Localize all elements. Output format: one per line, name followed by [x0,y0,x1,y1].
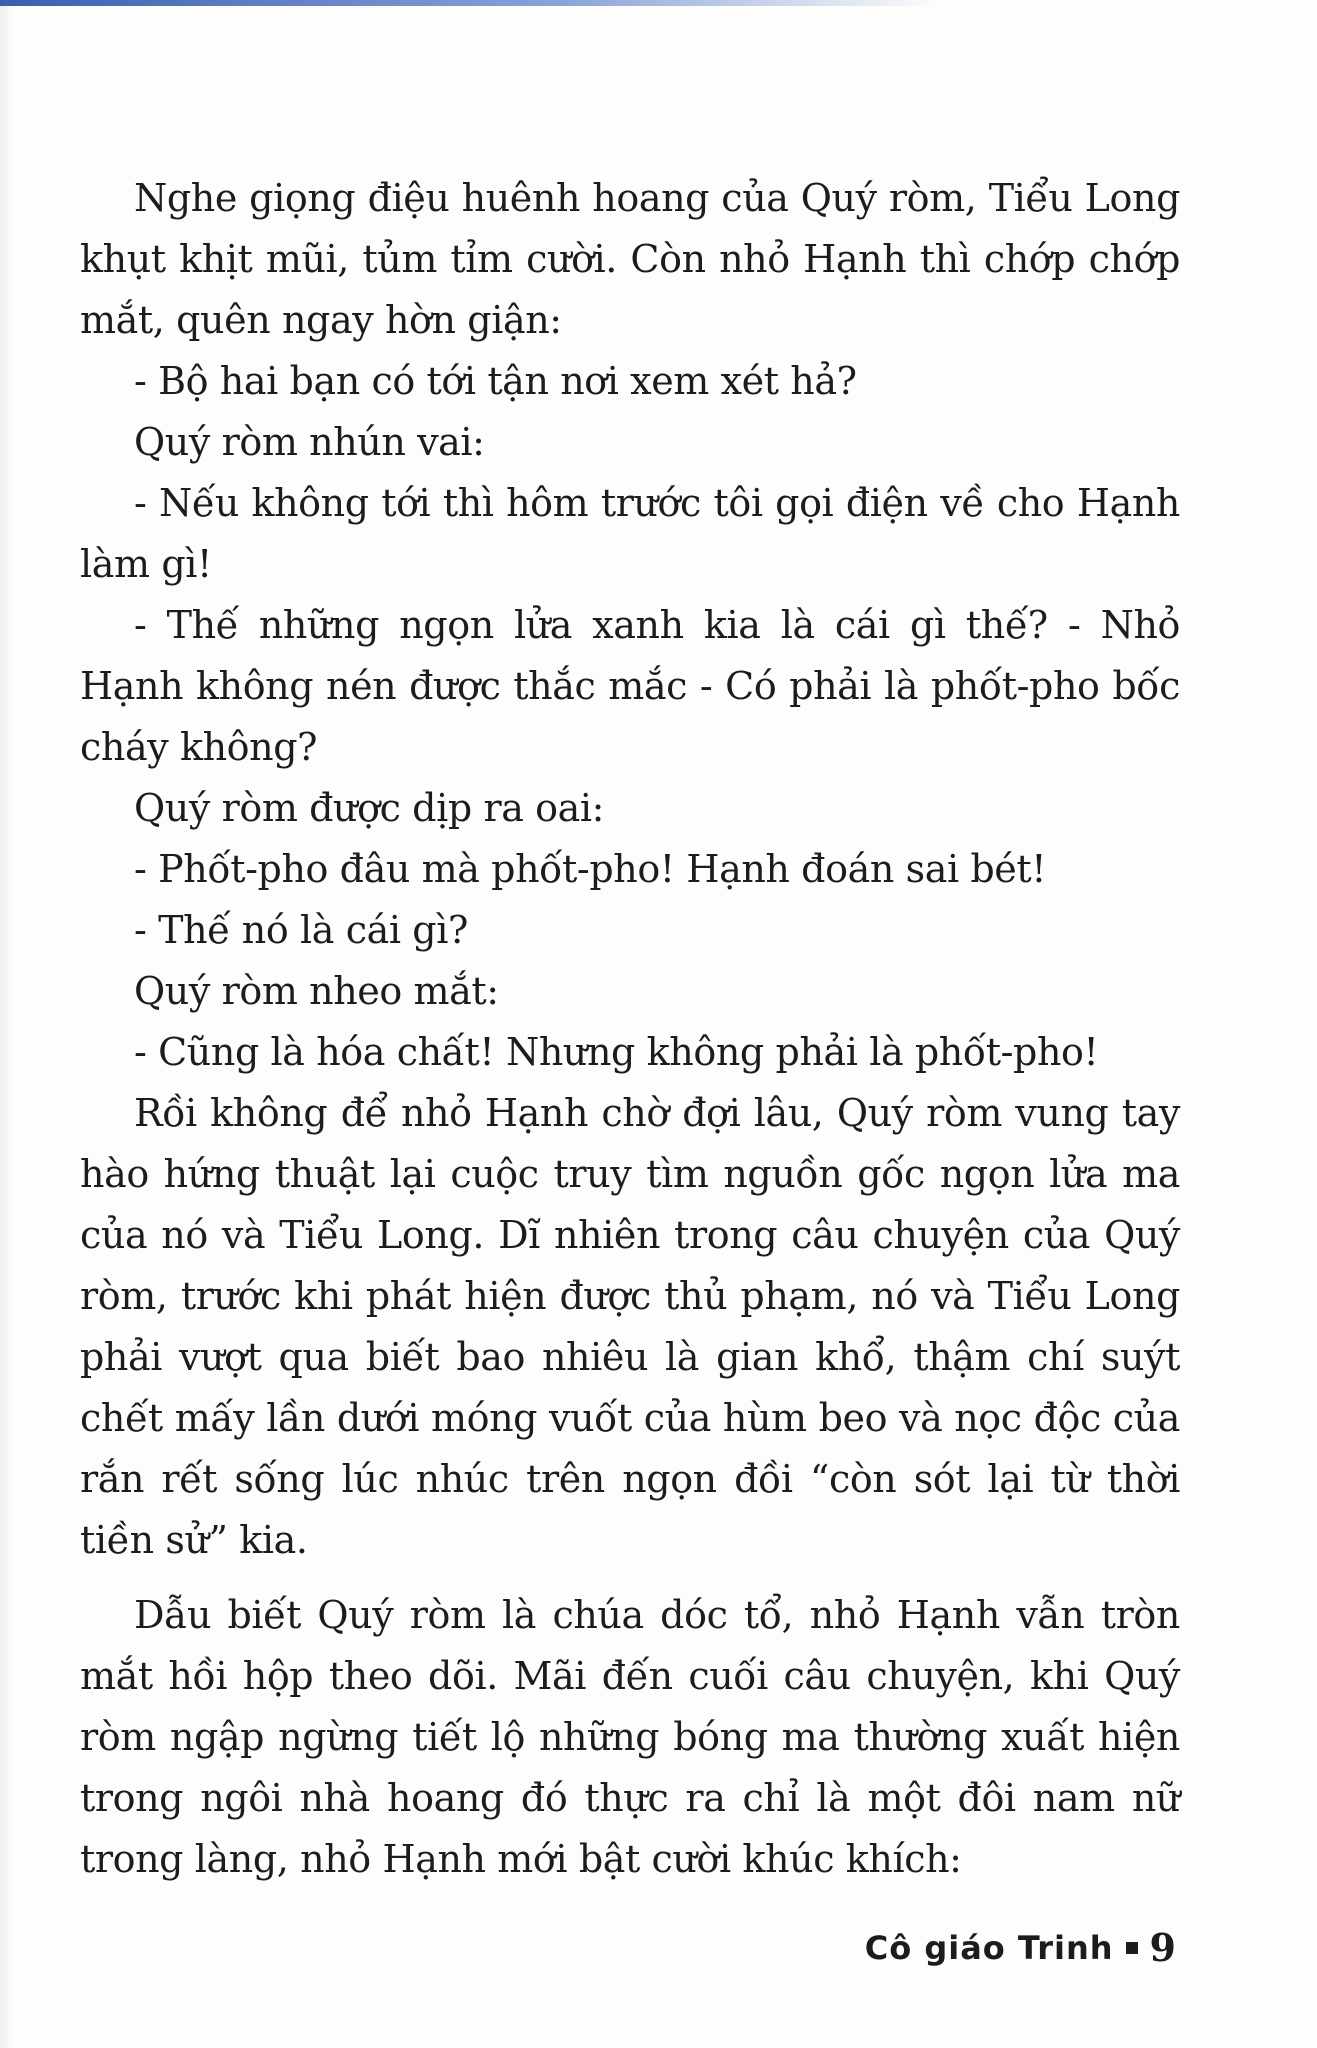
paragraph-10: - Cũng là hóa chất! Nhưng không phải là phốt-pho! [134,1030,1099,1074]
paragraph-8: - Thế nó là cái gì? [134,908,468,952]
running-title: Cô giáo Trinh [864,1928,1114,1967]
page-number: 9 [1149,1925,1177,1970]
paragraph-2: - Bộ hai bạn có tới tận nơi xem xét hả? [134,359,857,403]
page-body [80,168,1180,1890]
square-bullet-icon [1126,1942,1138,1954]
paragraph-9: Quý ròm nheo mắt: [134,969,499,1013]
paragraph-11: Rồi không để nhỏ Hạnh chờ đợi lâu, Quý ròm vung tay hào hứng thuật lại cuộc truy tìm nguồn gốc ngọn lửa ma của nó và Tiểu Long. Dĩ nhiên trong câu chuyện của Quý ròm, trước khi phát hiện được thủ phạm, nó và Tiểu Long phải vượt qua biết bao nhiêu là gian khổ, thậm chí suýt chết mấy lần dưới móng vuốt của hùm beo và nọc độc của rắn rết sống lúc nhúc trên ngọn đồi “còn sót lại từ thời tiền sử” kia. [80,1091,1180,1562]
page-footer [865,1925,1177,1970]
paragraph-6: Quý ròm được dịp ra oai: [134,786,605,830]
paragraph-3: Quý ròm nhún vai: [134,420,485,464]
paragraph-5: - Thế những ngọn lửa xanh kia là cái gì thế? - Nhỏ Hạnh không nén được thắc mắc - Có phải là phốt-pho bốc cháy không? [80,603,1180,769]
paragraph-7: - Phốt-pho đâu mà phốt-pho! Hạnh đoán sai bét! [134,847,1047,891]
page-top-edge [0,0,940,6]
paragraph-1: Nghe giọng điệu huênh hoang của Quý ròm, Tiểu Long khụt khịt mũi, tủm tỉm cười. Còn nhỏ Hạnh thì chớp chớp mắt, quên ngay hờn giận: [80,176,1180,342]
paragraph-4: - Nếu không tới thì hôm trước tôi gọi điện về cho Hạnh làm gì! [80,481,1180,586]
page-left-edge [0,0,14,2048]
paragraph-12: Dẫu biết Quý ròm là chúa dóc tổ, nhỏ Hạnh vẫn tròn mắt hồi hộp theo dõi. Mãi đến cuối câu chuyện, khi Quý ròm ngập ngừng tiết lộ những bóng ma thường xuất hiện trong ngôi nhà hoang đó thực ra chỉ là một đôi nam nữ trong làng, nhỏ Hạnh mới bật cười khúc khích: [80,1593,1180,1881]
